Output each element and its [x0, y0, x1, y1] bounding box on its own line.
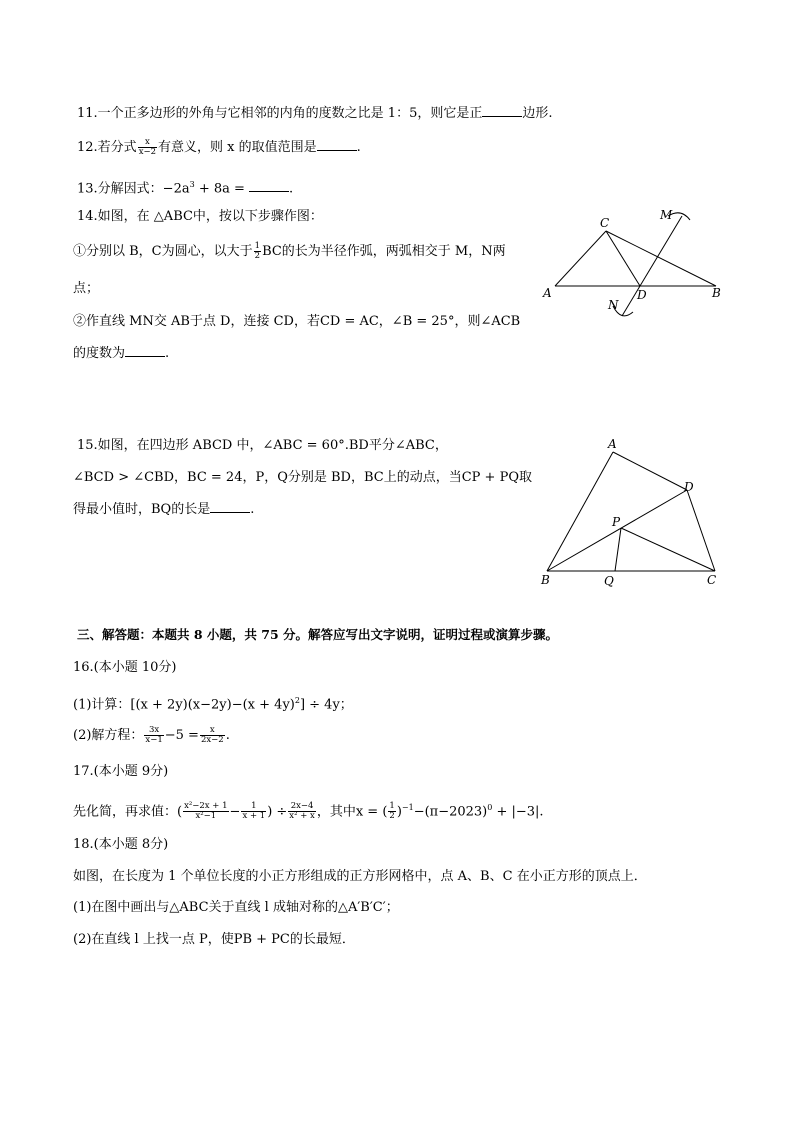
q15-answer-blank[interactable]	[210, 500, 250, 513]
q14-l5end: .	[165, 346, 170, 361]
q17-f2-num: 1	[241, 802, 266, 812]
q16-p2a: (2)解方程：	[73, 728, 144, 743]
q15-line3	[73, 500, 254, 519]
q12-frac-den: x−2	[138, 147, 157, 157]
q14-half-fraction	[254, 242, 261, 261]
q17-f4-num: 1	[389, 801, 395, 812]
q11-answer-blank[interactable]	[482, 104, 522, 117]
q17-f2-den: x + 1	[242, 811, 266, 822]
q17-f1-num: x²−2x + 1	[184, 801, 228, 812]
q17-body	[73, 799, 544, 821]
q17-f1-den: x²−1	[195, 811, 217, 822]
q13-end: .	[289, 181, 294, 197]
q14-l5: 的度数为	[73, 346, 126, 361]
section3-heading: 三、解答题：本题共 8 小题，共 75 分。解答应写出文字说明，证明过程或演算步骤。	[77, 627, 559, 642]
q12-line	[77, 138, 361, 157]
q16-frac2	[200, 726, 225, 745]
q11-line	[77, 104, 553, 123]
q12-answer-blank[interactable]	[317, 138, 357, 151]
q16-frac1	[144, 726, 163, 745]
q14-line4: ②作直线 MN交 AB于点 D，连接 CD，若CD = AC，∠B = 25°，则∠ACB	[73, 314, 521, 329]
q17-frac3	[288, 802, 316, 821]
q13-line	[77, 176, 293, 198]
q14-label-m: M	[660, 208, 673, 222]
q16-p1sup: 2	[294, 696, 300, 705]
q14-label-b: B	[712, 286, 721, 300]
q16-f2-den: 2x−2	[200, 735, 224, 745]
q17-frac2	[241, 802, 266, 821]
q16-p2mid: −5 =	[164, 728, 199, 743]
q15-line2: ∠BCD > ∠CBD，BC = 24，P，Q分别是 BD，BC上的动点，当CP + PQ取	[73, 470, 532, 485]
q16-f2-num: x	[200, 726, 225, 736]
q17-f: + |−3|.	[492, 804, 544, 820]
q17-m: −	[229, 804, 241, 820]
q18-line2: (1)在图中画出与△ABC关于直线 l 成轴对称的△A′B′C′；	[73, 900, 399, 915]
q13-post: + 8a =	[194, 181, 245, 197]
q16-p1a: (1)计算：[(x + 2y)(x−2y)−(x + 4y)	[73, 697, 295, 713]
q14-label-n: N	[608, 298, 619, 312]
q17-a: 先化简，再求值：(	[73, 804, 183, 820]
q14-label-d: D	[637, 288, 647, 302]
q17-f4-den: 2	[389, 811, 395, 822]
q15-label-p: P	[612, 515, 621, 529]
segment-ba	[547, 452, 613, 571]
q13-pre: 13.分解因式：−2a	[77, 181, 190, 197]
q12-frac-num: x	[138, 138, 157, 148]
segment-ad	[613, 452, 687, 490]
q15-label-a: A	[608, 437, 617, 451]
q15-label-c: C	[707, 573, 717, 587]
q18-line3: (2)在直线 l 上找一点 P，使PB + PC的长最短．	[73, 932, 355, 947]
q18-line1: 如图，在长度为 1 个单位长度的小正方形组成的正方形网格中，点 A、B、C 在小正方形的顶点上．	[73, 869, 647, 884]
q14-line2	[73, 242, 506, 261]
q13-sup: 3	[189, 180, 195, 189]
q17-dsup: −1	[401, 803, 414, 812]
q12-end: .	[356, 140, 361, 155]
q16-part1	[73, 692, 353, 714]
q17-c: ，其中x = (	[316, 804, 388, 820]
q12-post: 有意义，则 x 的取值范围是	[158, 140, 317, 155]
q17-f3-den: x² + x	[289, 811, 315, 822]
q17-esup: 0	[487, 803, 493, 812]
q15-label-d: D	[684, 480, 694, 494]
q12-fraction	[138, 138, 157, 157]
q12-pre: 12.若分式	[77, 140, 137, 155]
q14-line3: 点；	[73, 281, 100, 296]
q17-frac4	[388, 802, 395, 821]
q16-f1-den: x−1	[145, 735, 163, 745]
q17-d: )	[396, 804, 402, 820]
q17-e: −(π−2023)	[413, 804, 488, 820]
q14-l2a: ①分别以 B，C为圆心，以大于	[73, 244, 253, 259]
q14-label-c: C	[600, 216, 610, 230]
q17-f3-num: 2x−4	[288, 802, 316, 812]
q15-l3: 得最小值时，BQ的长是	[73, 502, 211, 517]
q15-label-b: B	[541, 573, 550, 587]
q14-answer-blank[interactable]	[125, 344, 165, 357]
segment-pq	[615, 528, 621, 571]
q17-frac1	[183, 802, 228, 821]
q14-half-num: 1	[254, 241, 261, 251]
segment-pc	[621, 528, 715, 571]
q14-line1: 14.如图，在 △ABC中，按以下步骤作图：	[77, 209, 323, 224]
q16-part2	[73, 726, 230, 745]
q14-label-a: A	[543, 286, 552, 300]
q15-figure	[535, 435, 735, 595]
q17-head: 17.(本小题 9分)	[73, 764, 169, 779]
q16-f1-num: 3x	[144, 726, 163, 736]
q13-answer-blank[interactable]	[249, 179, 289, 192]
line-mn	[622, 216, 682, 316]
q16-p1b: ] ÷ 4y；	[299, 697, 353, 713]
q15-label-q: Q	[604, 574, 614, 588]
segment-dc	[687, 490, 715, 571]
q14-figure	[530, 200, 730, 325]
q14-l2b: BC的长为半径作弧，两弧相交于 M，N两	[262, 244, 506, 259]
q11-after: 边形.	[522, 106, 553, 121]
q18-head: 18.(本小题 8分)	[73, 837, 169, 852]
q14-line5	[73, 344, 169, 363]
q15-line1: 15.如图，在四边形 ABCD 中，∠ABC = 60°.BD平分∠ABC，	[77, 438, 448, 453]
q17-b: ) ÷	[267, 804, 288, 820]
segment-ac	[555, 231, 606, 286]
q15-l3end: .	[250, 502, 255, 517]
q11-text: 11.一个正多边形的外角与它相邻的内角的度数之比是 1：5，则它是正	[77, 106, 483, 121]
q14-half-den: 2	[254, 251, 261, 261]
q16-head: 16.(本小题 10分)	[73, 660, 177, 675]
q16-p2end: .	[225, 728, 230, 743]
